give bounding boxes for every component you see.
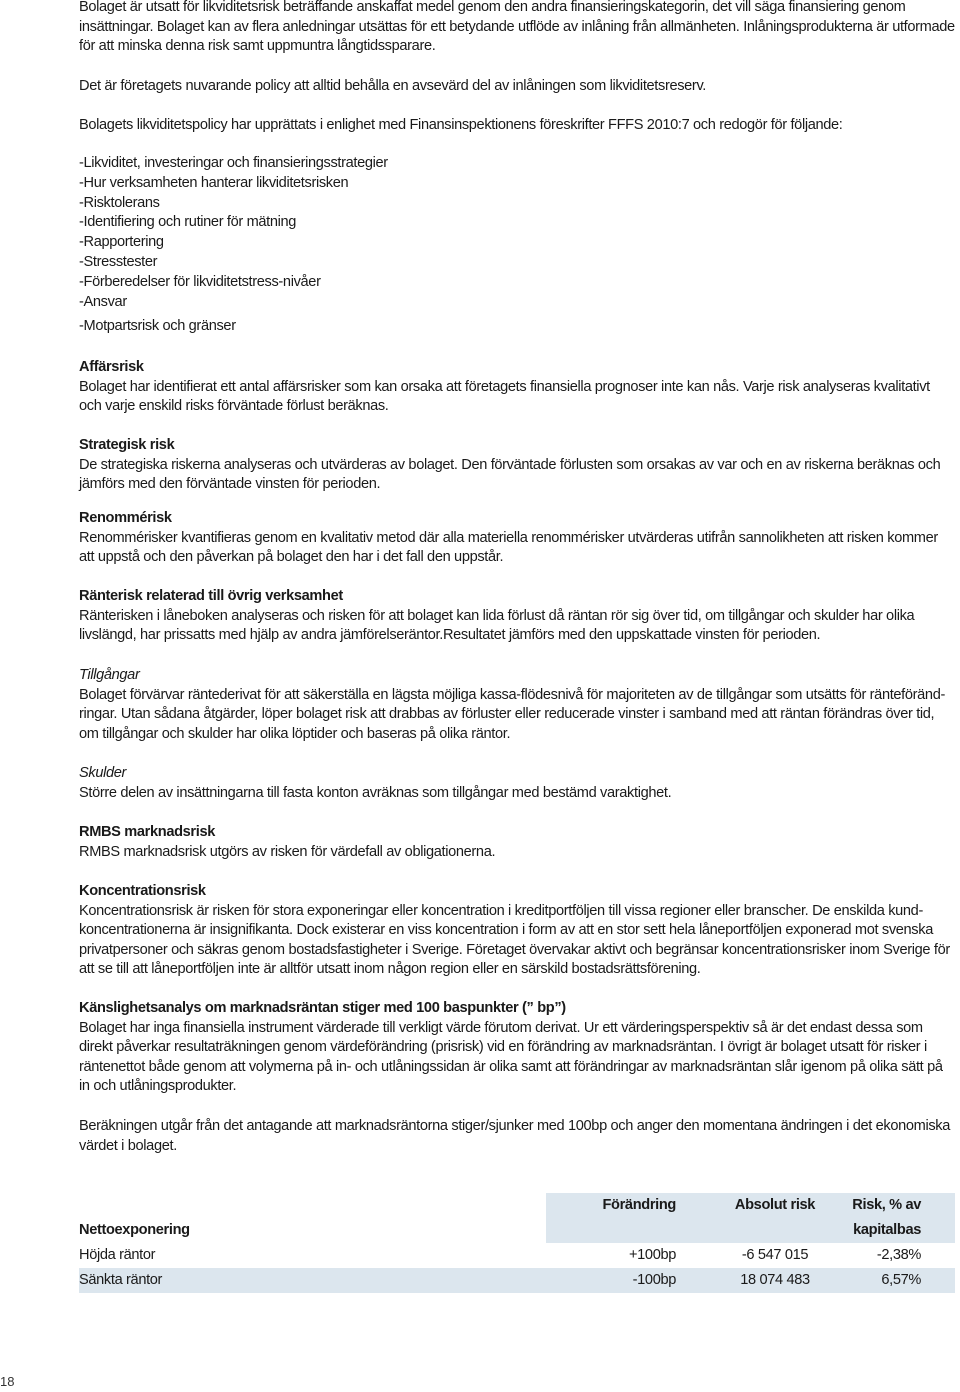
cell-absolute-risk: 18 074 483: [710, 1268, 840, 1293]
section-body: De strategiska riskerna analyseras och utvärderas av bolaget. Den förväntade förlusten som orsakas av var och en av riskerna beräknas och jämförs med den förväntade vinsten för perioden.: [79, 456, 941, 493]
section-body: Renommérisker kvantifieras genom en kvalitativ metod där alla materiella renommérisker utvärderas utifrån sannolikheten att risken kommer att uppstå och den påverkan på bolaget den har i det fall den uppstår.: [79, 529, 938, 566]
row-label: Höjda räntor: [79, 1246, 156, 1263]
section-heading: RMBS marknadsrisk: [79, 824, 215, 840]
policy-extra-item: -Motpartsrisk och gränser: [79, 318, 236, 334]
policy-list: [79, 154, 388, 312]
section-body: Koncentrationsrisk är risken för stora exponeringar eller koncentration i kreditportföljen till vissa regioner eller branscher. De enskilda kund-koncentrationerna är insignifikanta. Dock existerar en viss koncentration i form av att en stor sett hela låneportföljen exponerad mot svenska privatpersoner och säkras genom bostadsfastigheter i Sverige. Företaget övervakar aktivt och begränsar koncentrationsrisker inom Sverige för att se till att låneportföljen inte är alltför utsatt inom någon region eller en särskild bostadsrättsförening.: [79, 902, 950, 978]
cell-risk-percent: -2,38%: [876, 1246, 921, 1263]
section-affarsrisk: [79, 358, 955, 417]
section-subheading: Tillgångar: [79, 667, 140, 683]
cell-change: -100bp: [546, 1268, 710, 1293]
intro-paragraph-3: Bolagets likviditetspolicy har upprättats i enlighet med Finansinspektionens föreskrifter FFFS 2010:7 och redogör för följande:: [79, 117, 843, 133]
section-body: Bolaget har inga finansiella instrument värderade till verkligt värde förutom derivat. Ur ett värderingsperspektiv så är det endast dessa som direkt påverkar resultaträkningen genom värdeförändring (prisrisk) vid en förändring av marknadsräntan. I övrigt är bolaget utsatt för risker i räntenettot både genom att volymerna på in- och utlåningssidan är olika samt att förändringar av marknadsräntan slår igenom på olika sätt på in och utlåningsprodukter.: [79, 1019, 943, 1095]
section-heading: Affärsrisk: [79, 359, 144, 375]
section-skulder: [79, 764, 955, 803]
section-ranterisk: [79, 587, 955, 646]
col-header-risk-percent: Risk, % av: [840, 1193, 955, 1218]
section-body: Bolaget förvärvar räntederivat för att säkerställa en lägsta möjliga kassa-flödesnivå för majoriteten av de tillgångar som utsätts för ränteföränd-ringar. Utan sådana åtgärder, löper bolaget risk att drabbas av förluster eller reducerade vinster i samband med att räntan förändras över tid, om tillgångar och skulder har olika löptider och baseras på olika räntor.: [79, 686, 945, 742]
section-heading: Känslighetsanalys om marknadsräntan stiger med 100 baspunkter (” bp”): [79, 1000, 566, 1016]
section-subheading: Skulder: [79, 765, 127, 781]
col-header-change: Förändring: [546, 1193, 710, 1218]
list-item: -Stresstester: [79, 253, 158, 270]
section-heading: Renommérisk: [79, 510, 172, 526]
row-header-nettoexponering: Nettoexponering: [79, 1221, 190, 1238]
intro-paragraph-2: Det är företagets nuvarande policy att alltid behålla en avsevärd del av inlåningen som likviditetsreserv.: [79, 78, 707, 94]
list-item: -Förberedelser för likviditetstress-nivåer: [79, 273, 321, 290]
section-heading: Koncentrationsrisk: [79, 883, 206, 899]
cell-risk-percent: 6,57%: [840, 1268, 955, 1293]
sensitivity-table: [79, 1193, 955, 1293]
section-body: Bolaget har identifierat ett antal affärsrisker som kan orsaka att företagets finansiella prognoser inte kan nås. Varje risk analyseras kvalitativt och varje enskild risks förväntade förlust beräknas.: [79, 378, 930, 415]
cell-absolute-risk: -6 547 015: [741, 1246, 809, 1263]
page-number: 18: [0, 1374, 15, 1389]
cell-change: +100bp: [628, 1246, 676, 1263]
table-row: [79, 1243, 955, 1268]
table-header-row: [79, 1218, 955, 1243]
list-item: -Likviditet, investeringar och finansieringsstrategier: [79, 155, 388, 171]
col-header-risk-percent-line2: kapitalbas: [840, 1218, 955, 1243]
list-item: -Identifiering och rutiner för mätning: [79, 214, 297, 231]
section-strategisk-risk: [79, 436, 955, 495]
berakning-paragraph: Beräkningen utgår från det antagande att marknadsräntorna stiger/sjunker med 100bp och anger den momentana ändringen i det ekonomiska värdet i bolaget.: [79, 1118, 951, 1154]
table-row: [79, 1268, 955, 1293]
intro-paragraph-1: Bolaget är utsatt för likviditetsrisk beträffande anskaffat medel genom den andra finansieringskategorin, det vill säga finansiering genom insättningar. Bolaget kan av flera anledningar utsättas för ett betydande utflöde av inlåning från allmänheten. Inlåningsprodukterna är utformade för att minska denna risk samt uppmuntra långtidssparare.: [79, 0, 955, 55]
section-heading: Ränterisk relaterad till övrig verksamhet: [79, 588, 343, 604]
col-header-absolute-risk: Absolut risk: [710, 1193, 840, 1218]
section-body: RMBS marknadsrisk utgörs av risken för värdefall av obligationerna.: [79, 843, 496, 860]
table-header-row: [79, 1193, 955, 1218]
section-body: Större delen av insättningarna till fasta konton avräknas som tillgångar med bestämd varaktighet.: [79, 784, 672, 801]
list-item: -Ansvar: [79, 293, 127, 310]
list-item: -Rapportering: [79, 234, 164, 251]
section-renommerisk: [79, 509, 955, 568]
section-heading: Strategisk risk: [79, 437, 175, 453]
list-item: -Hur verksamheten hanterar likviditetsrisken: [79, 174, 349, 191]
section-koncentrationsrisk: [79, 882, 955, 980]
section-body: Ränterisken i låneboken analyseras och risken för att bolaget kan lida förlust då räntan rör sig över tid, om tillgångar och skulder har olika livslängd, har prissatts med hjälp av andra jämförelseräntor.Resultatet jämförs med den uppskattade vinsten för perioden.: [79, 607, 915, 644]
section-rmbs-marknadsrisk: [79, 823, 955, 862]
row-label: Sänkta räntor: [79, 1268, 546, 1293]
section-kanslighetsanalys: [79, 999, 955, 1097]
section-tillgangar: [79, 666, 955, 744]
list-item: -Risktolerans: [79, 194, 160, 211]
